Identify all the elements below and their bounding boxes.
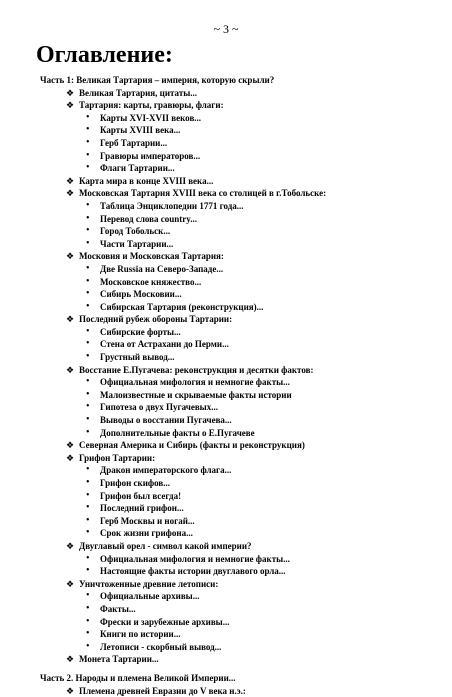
- toc-section-entry[interactable]: [0, 250, 452, 263]
- toc-sub-entry[interactable]: [0, 200, 452, 213]
- toc-entry-label: Грифон был всегда!: [100, 491, 181, 501]
- diamond-bullet-icon: ❖: [66, 250, 74, 263]
- toc-sub-entry[interactable]: [0, 112, 452, 125]
- toc-sub-entry[interactable]: [0, 464, 452, 477]
- toc-entry-label: Официальные архивы...: [100, 591, 199, 601]
- page-title: Оглавление:: [36, 42, 173, 69]
- toc-sub-entry[interactable]: [0, 213, 452, 226]
- toc-sub-entry[interactable]: [0, 553, 452, 566]
- diamond-bullet-icon: ❖: [66, 439, 74, 452]
- toc-sub-entry[interactable]: [0, 477, 452, 490]
- diamond-bullet-icon: ❖: [66, 187, 74, 200]
- toc-entry-label: Часть 1: Великая Тартария – империя, которую скрыли?: [40, 75, 274, 85]
- round-bullet-icon: •: [86, 162, 90, 175]
- diamond-bullet-icon: ❖: [66, 685, 74, 697]
- round-bullet-icon: •: [86, 553, 90, 566]
- toc-sub-entry[interactable]: [0, 225, 452, 238]
- toc-sub-entry[interactable]: [0, 527, 452, 540]
- toc-entry-label: Официальная мифология и немногие факты...: [100, 377, 290, 387]
- round-bullet-icon: •: [86, 427, 90, 440]
- toc-entry-label: Дополнительные факты о Е.Пугачеве: [100, 428, 255, 438]
- toc-section-entry[interactable]: [0, 439, 452, 452]
- diamond-bullet-icon: ❖: [66, 452, 74, 465]
- diamond-bullet-icon: ❖: [66, 99, 74, 112]
- toc-sub-entry[interactable]: [0, 641, 452, 654]
- toc-section-entry[interactable]: [0, 685, 452, 697]
- toc-sub-entry[interactable]: [0, 288, 452, 301]
- toc-sub-entry[interactable]: [0, 137, 452, 150]
- toc-sub-entry[interactable]: [0, 124, 452, 137]
- toc-entry-label: Дракон императорского флага...: [100, 465, 231, 475]
- toc-entry-label: Карты XVI-XVII веков...: [100, 113, 201, 123]
- toc-entry-label: Московия и Московская Тартария:: [79, 251, 224, 261]
- toc-sub-entry[interactable]: [0, 490, 452, 503]
- toc-sub-entry[interactable]: [0, 427, 452, 440]
- toc-entry-label: Последний рубеж обороны Тартарии:: [79, 314, 232, 324]
- toc-sub-entry[interactable]: [0, 414, 452, 427]
- round-bullet-icon: •: [86, 628, 90, 641]
- toc-entry-label: Перевод слова country...: [100, 214, 197, 224]
- round-bullet-icon: •: [86, 238, 90, 251]
- toc-entry-label: Две Russia на Северо-Западе...: [100, 264, 223, 274]
- page-number: ~ 3 ~: [0, 22, 452, 37]
- round-bullet-icon: •: [86, 351, 90, 364]
- round-bullet-icon: •: [86, 565, 90, 578]
- round-bullet-icon: •: [86, 301, 90, 314]
- toc-entry-label: Северная Америка и Сибирь (факты и реконструкция): [79, 440, 305, 450]
- round-bullet-icon: •: [86, 490, 90, 503]
- toc-sub-entry[interactable]: [0, 565, 452, 578]
- round-bullet-icon: •: [86, 464, 90, 477]
- round-bullet-icon: •: [86, 326, 90, 339]
- round-bullet-icon: •: [86, 616, 90, 629]
- toc-section-entry[interactable]: [0, 653, 452, 666]
- toc-entry-label: Настоящие факты истории двуглавого орла...: [100, 566, 286, 576]
- toc-entry-label: Грифон скифов...: [100, 478, 170, 488]
- toc-part-entry[interactable]: [0, 74, 452, 87]
- toc-entry-label: Карты XVIII века...: [100, 125, 180, 135]
- toc-entry-label: Факты...: [100, 604, 136, 614]
- round-bullet-icon: •: [86, 477, 90, 490]
- toc-sub-entry[interactable]: [0, 515, 452, 528]
- round-bullet-icon: •: [86, 641, 90, 654]
- toc-entry-label: Выводы о восстании Пугачева...: [100, 415, 232, 425]
- toc-section-entry[interactable]: [0, 175, 452, 188]
- toc-entry-label: Сибирские форты...: [100, 327, 181, 337]
- toc-sub-entry[interactable]: [0, 238, 452, 251]
- round-bullet-icon: •: [86, 124, 90, 137]
- toc-entry-label: Малоизвестные и скрываемые факты истории: [100, 390, 292, 400]
- toc-entry-label: Герб Москвы и ногай...: [100, 516, 195, 526]
- toc-sub-entry[interactable]: [0, 502, 452, 515]
- toc-entry-label: Герб Тартарии...: [100, 138, 167, 148]
- toc-sub-entry[interactable]: [0, 389, 452, 402]
- toc-sub-entry[interactable]: [0, 263, 452, 276]
- toc-sub-entry[interactable]: [0, 150, 452, 163]
- toc-entry-label: Фрески и зарубежные архивы...: [100, 617, 229, 627]
- round-bullet-icon: •: [86, 515, 90, 528]
- toc-entry-label: Племена древней Евразии до V века н.э.:: [79, 686, 246, 696]
- toc-sub-entry[interactable]: [0, 628, 452, 641]
- round-bullet-icon: •: [86, 288, 90, 301]
- table-of-contents: [0, 74, 452, 697]
- toc-entry-label: Флаги Тартарии...: [100, 163, 175, 173]
- round-bullet-icon: •: [86, 213, 90, 226]
- diamond-bullet-icon: ❖: [66, 364, 74, 377]
- round-bullet-icon: •: [86, 376, 90, 389]
- toc-entry-label: Восстание Е.Пугачева: реконструкция и десятки фактов:: [79, 365, 313, 375]
- toc-section-entry[interactable]: [0, 313, 452, 326]
- toc-sub-entry[interactable]: [0, 603, 452, 616]
- toc-entry-label: Летописи - скорбный вывод...: [100, 642, 221, 652]
- toc-entry-label: Гравюры императоров...: [100, 151, 200, 161]
- diamond-bullet-icon: ❖: [66, 540, 74, 553]
- toc-entry-label: Город Тобольск...: [100, 226, 170, 236]
- toc-sub-entry[interactable]: [0, 351, 452, 364]
- round-bullet-icon: •: [86, 338, 90, 351]
- diamond-bullet-icon: ❖: [66, 313, 74, 326]
- toc-entry-label: Московская Тартария XVIII века со столицей в г.Тобольске:: [79, 188, 326, 198]
- toc-entry-label: Части Тартарии...: [100, 239, 173, 249]
- diamond-bullet-icon: ❖: [66, 175, 74, 188]
- round-bullet-icon: •: [86, 137, 90, 150]
- round-bullet-icon: •: [86, 389, 90, 402]
- toc-sub-entry[interactable]: [0, 590, 452, 603]
- toc-section-entry[interactable]: [0, 187, 452, 200]
- toc-entry-label: Грифон Тартарии:: [79, 453, 155, 463]
- toc-entry-label: Сибирь Московии...: [100, 289, 182, 299]
- round-bullet-icon: •: [86, 263, 90, 276]
- round-bullet-icon: •: [86, 401, 90, 414]
- toc-entry-label: Официальная мифология и немногие факты...: [100, 554, 290, 564]
- round-bullet-icon: •: [86, 502, 90, 515]
- round-bullet-icon: •: [86, 112, 90, 125]
- diamond-bullet-icon: ❖: [66, 87, 74, 100]
- round-bullet-icon: •: [86, 225, 90, 238]
- toc-entry-label: Грустный вывод...: [100, 352, 175, 362]
- toc-entry-label: Монета Тартарии...: [79, 654, 159, 664]
- round-bullet-icon: •: [86, 276, 90, 289]
- round-bullet-icon: •: [86, 150, 90, 163]
- toc-entry-label: Уничтоженные древние летописи:: [79, 579, 218, 589]
- toc-section-entry[interactable]: [0, 87, 452, 100]
- toc-sub-entry[interactable]: [0, 276, 452, 289]
- toc-sub-entry[interactable]: [0, 326, 452, 339]
- toc-part-entry[interactable]: [0, 672, 452, 685]
- toc-entry-label: Московское княжество...: [100, 277, 201, 287]
- round-bullet-icon: •: [86, 527, 90, 540]
- round-bullet-icon: •: [86, 603, 90, 616]
- toc-sub-entry[interactable]: [0, 401, 452, 414]
- diamond-bullet-icon: ❖: [66, 653, 74, 666]
- toc-entry-label: Сибирская Тартария (реконструкция)...: [100, 302, 263, 312]
- toc-entry-label: Двуглавый орел - символ какой империи?: [79, 541, 252, 551]
- toc-section-entry[interactable]: [0, 99, 452, 112]
- toc-section-entry[interactable]: [0, 364, 452, 377]
- toc-entry-label: Великая Тартария, цитаты...: [79, 88, 197, 98]
- toc-section-entry[interactable]: [0, 578, 452, 591]
- toc-section-entry[interactable]: [0, 452, 452, 465]
- toc-sub-entry[interactable]: [0, 376, 452, 389]
- round-bullet-icon: •: [86, 414, 90, 427]
- toc-entry-label: Срок жизни грифона...: [100, 528, 193, 538]
- toc-section-entry[interactable]: [0, 540, 452, 553]
- toc-sub-entry[interactable]: [0, 338, 452, 351]
- toc-entry-label: Последний грифон...: [100, 503, 184, 513]
- toc-entry-label: Часть 2. Народы и племена Великой Империи...: [40, 673, 236, 683]
- toc-entry-label: Тартария: карты, гравюры, флаги:: [79, 100, 224, 110]
- round-bullet-icon: •: [86, 590, 90, 603]
- round-bullet-icon: •: [86, 200, 90, 213]
- toc-entry-label: Таблица Энциклопедии 1771 года...: [100, 201, 244, 211]
- diamond-bullet-icon: ❖: [66, 578, 74, 591]
- toc-entry-label: Гипотеза о двух Пугачевых...: [100, 402, 218, 412]
- toc-sub-entry[interactable]: [0, 301, 452, 314]
- toc-entry-label: Карта мира в конце XVIII века...: [79, 176, 213, 186]
- toc-sub-entry[interactable]: [0, 162, 452, 175]
- toc-sub-entry[interactable]: [0, 616, 452, 629]
- toc-entry-label: Книги по истории...: [100, 629, 180, 639]
- toc-entry-label: Стена от Астрахани до Перми...: [100, 339, 229, 349]
